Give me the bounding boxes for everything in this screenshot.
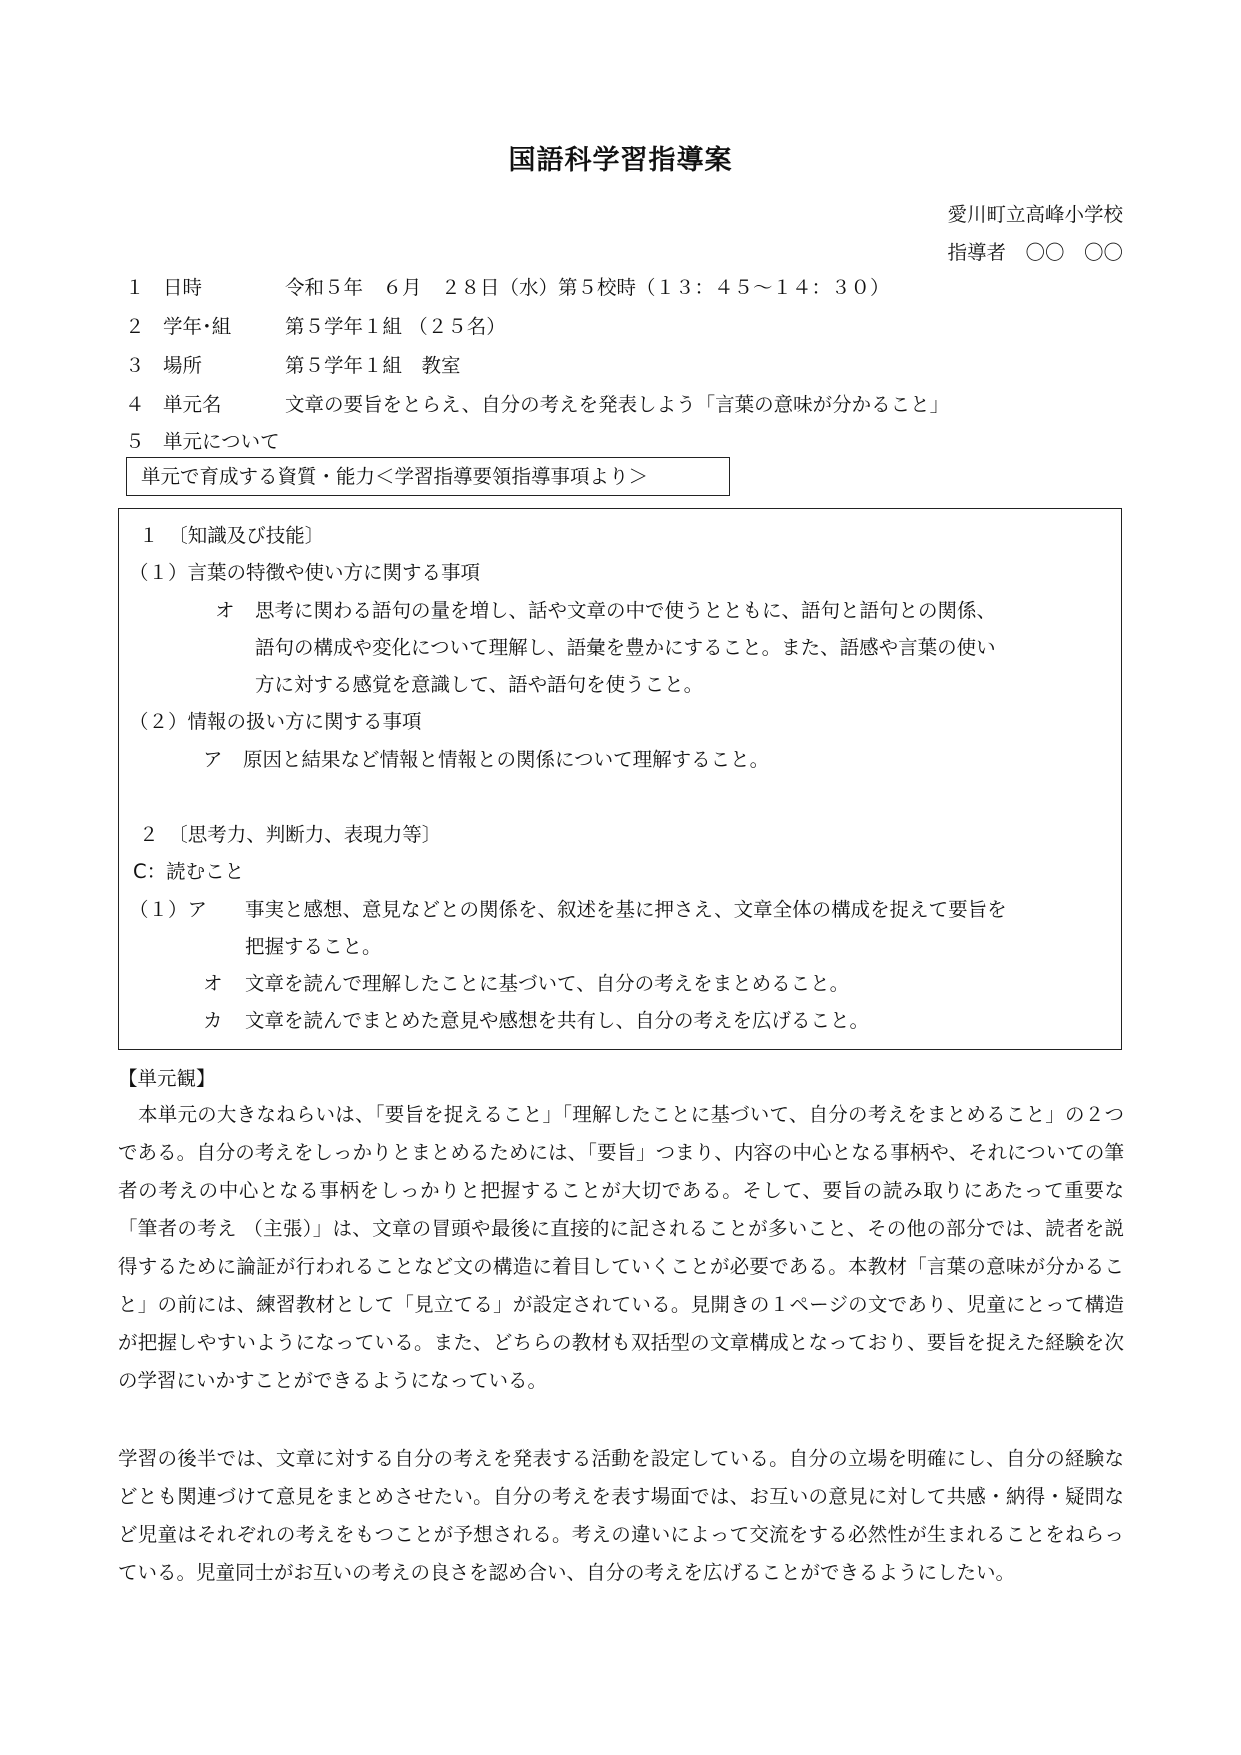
- item-text-line: 方に対する感覚を意識して、語や語句を使うこと。: [255, 673, 704, 696]
- info-number: ５: [125, 430, 145, 453]
- info-value: 第５学年１組 （２５名）: [285, 315, 506, 338]
- knowledge-item-1: （１）言葉の特徴や使い方に関する事項: [129, 561, 481, 584]
- info-number: ２: [125, 315, 145, 338]
- item-mark: オ: [203, 972, 223, 995]
- info-number: １: [125, 276, 145, 299]
- item-text-line: 事実と感想、意見などとの関係を、叙述を基に押さえ、文章全体の構成を捉えて要旨を: [245, 898, 1007, 921]
- info-value: 文章の要旨をとらえ、自分の考えを発表しよう「言葉の意味が分かること」: [285, 393, 950, 416]
- item-text-line: 思考に関わる語句の量を増し、話や文章の中で使うとともに、語句と語句との関係、: [255, 599, 997, 622]
- item-mark: オ: [215, 599, 235, 622]
- instructor-name: 指導者 〇〇 〇〇: [947, 241, 1123, 264]
- info-label: 単元について: [163, 430, 280, 453]
- ability-header-box: 単元で育成する資質・能力＜学習指導要領指導事項より＞: [126, 457, 730, 496]
- ability-box: [118, 508, 1122, 1050]
- info-label: 日時: [163, 276, 203, 299]
- item-text-line: 語句の構成や変化について理解し、語彙を豊かにすること。また、語感や言葉の使い: [255, 636, 996, 659]
- info-label: 場所: [163, 354, 203, 377]
- item-text-line: 文章を読んで理解したことに基づいて、自分の考えをまとめること。: [245, 972, 850, 995]
- item-mark: カ: [203, 1009, 223, 1032]
- item-text-line: 文章を読んでまとめた意見や感想を共有し、自分の考えを広げること。: [245, 1009, 870, 1032]
- unit-view-paragraph-1: 本単元の大きなねらいは、「要旨を捉えること」「理解したことに基づいて、自分の考えをまとめること」の２つである。自分の考えをしっかりとまとめるためには、「要旨」つまり、内容の中心となる事柄や、それについての筆者の考えの中心となる事柄をしっかりと把握することが大切である。そして、要旨の読み取りにあたって重要な「筆者の考え （主張）」は、文章の冒頭や最後に直接的に記されることが多いこと、その他の部分では、読者を説得するために論証が行われることなど文の構造に着目していくことが必要である。本教材「言葉の意味が分かること」の前には、練習教材として「見立てる」が設定されている。見開きの１ページの文であり、児童にとって構造が把握しやすいようになっている。また、どちらの教材も双括型の文章構成となっており、要旨を捉えた経験を次の学習にいかすことができるようになっている。: [118, 1103, 1124, 1392]
- page-title: 国語科学習指導案: [508, 145, 733, 176]
- item-text-line: 原因と結果など情報と情報との関係について理解すること。: [243, 748, 770, 771]
- info-number: ４: [125, 393, 145, 416]
- unit-view-paragraph-2: 学習の後半では、文章に対する自分の考えを発表する活動を設定している。自分の立場を明確にし、自分の経験などとも関連づけて意見をまとめさせたい。自分の考えを表す場面では、お互いの意見に対して共感・納得・疑問など児童はそれぞれの考えをもつことが予想される。考えの違いによって交流をする必然性が生まれることをねらっている。児童同士がお互いの考えの良さを認め合い、自分の考えを広げることができるようにしたい。: [118, 1447, 1124, 1584]
- item-mark: ア: [203, 748, 223, 771]
- thinking-heading: ２ 〔思考力、判断力、表現力等〕: [139, 823, 442, 846]
- info-value: 令和５年 ６月 ２８日（水）第５校時（１３：４５～１４：３０）: [285, 276, 890, 299]
- author-block: [947, 196, 1123, 272]
- knowledge-skills-heading: １ 〔知識及び技能〕: [139, 524, 325, 547]
- item-mark: （１）ア: [129, 898, 208, 921]
- info-label: 学年･組: [163, 315, 232, 338]
- knowledge-item-2: （２）情報の扱い方に関する事項: [129, 710, 422, 733]
- info-number: ３: [125, 354, 145, 377]
- school-name: 愛川町立高峰小学校: [947, 203, 1123, 226]
- item-text-line: 把握すること。: [245, 935, 382, 958]
- reading-subheading: C：読むこと: [133, 860, 245, 883]
- unit-view-heading: 【単元観】: [118, 1067, 216, 1090]
- info-value: 第５学年１組 教室: [285, 354, 461, 377]
- info-label: 単元名: [163, 393, 222, 416]
